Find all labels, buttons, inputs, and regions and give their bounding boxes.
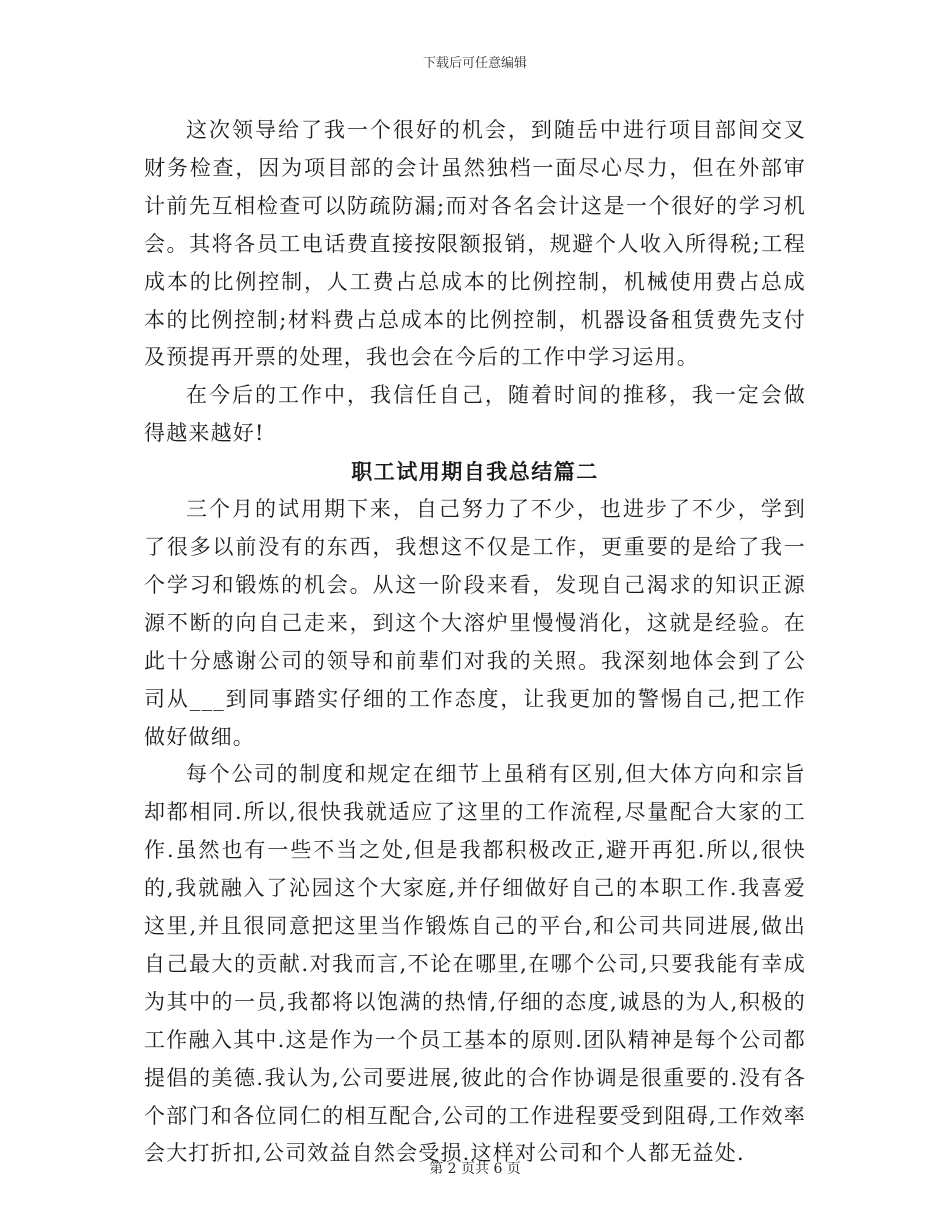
paragraph-self-confidence: 在今后的工作中，我信任自己，随着时间的推移，我一定会做得越来越好! <box>144 383 806 446</box>
page-header: 下载后可任意编辑 <box>422 56 527 71</box>
paragraph-cross-audit: 这次领导给了我一个很好的机会，到随岳中进行项目部间交叉财务检查，因为项目部的会计虽然独档一面尽心尽力，但在外部审计前先互相检查可以防疏防漏;而对各名会计这是一个很好的学习机会。其将各员工电话费直接按限额报销，规避个人收入所得税;工程成本的比例控制，人工费占总成本的比例控制，机械使用费占总成本的比例控制;材料费占总成本的比例控制，机器设备租赁费先支付及预提再开票的处理，我也会在今后的工作中学习运用。 <box>144 118 806 370</box>
paragraph-company-teamwork: 每个公司的制度和规定在细节上虽稍有区别,但大体方向和宗旨却都相同.所以,很快我就适应了这里的工作流程,尽量配合大家的工作.虽然也有一些不当之处,但是我都积极改正,避开再犯.所以,很快的,我就融入了沁园这个大家庭,并仔细做好自己的本职工作.我喜爱这里,并且很同意把这里当作锻炼自己的平台,和公司共同进展,做出自己最大的贡献.对我而言,不论在哪里,在哪个公司,只要我能有幸成为其中的一员,我都将以饱满的热情,仔细的态度,诚恳的为人,积极的工作融入其中.这是作为一个员工基本的原则.团队精神是每个公司都提倡的美德.我认为,公司要进展,彼此的合作协调是很重要的.没有各个部门和各位同仁的相互配合,公司的工作进程要受到阻碍,工作效率会大打折扣,公司效益自然会受损.这样对公司和个人都无益处. <box>144 762 806 1166</box>
page-number: 第 2 页共 6 页 <box>429 1161 521 1177</box>
paragraph-probation-review: 三个月的试用期下来，自己努力了不少，也进步了不少，学到了很多以前没有的东西，我想这不仅是工作，更重要的是给了我一个学习和锻炼的机会。从这一阶段来看，发现自己渴求的知识正源源不断的向自己走来，到这个大溶炉里慢慢消化，这就是经验。在此十分感谢公司的领导和前辈们对我的关照。我深刻地体会到了公司从___到同事踏实仔细的工作态度，让我更加的警惕自己,把工作做好做细。 <box>144 497 806 749</box>
document-body <box>144 112 806 1173</box>
section-title: 职工试用期自我总结篇二 <box>351 459 599 485</box>
